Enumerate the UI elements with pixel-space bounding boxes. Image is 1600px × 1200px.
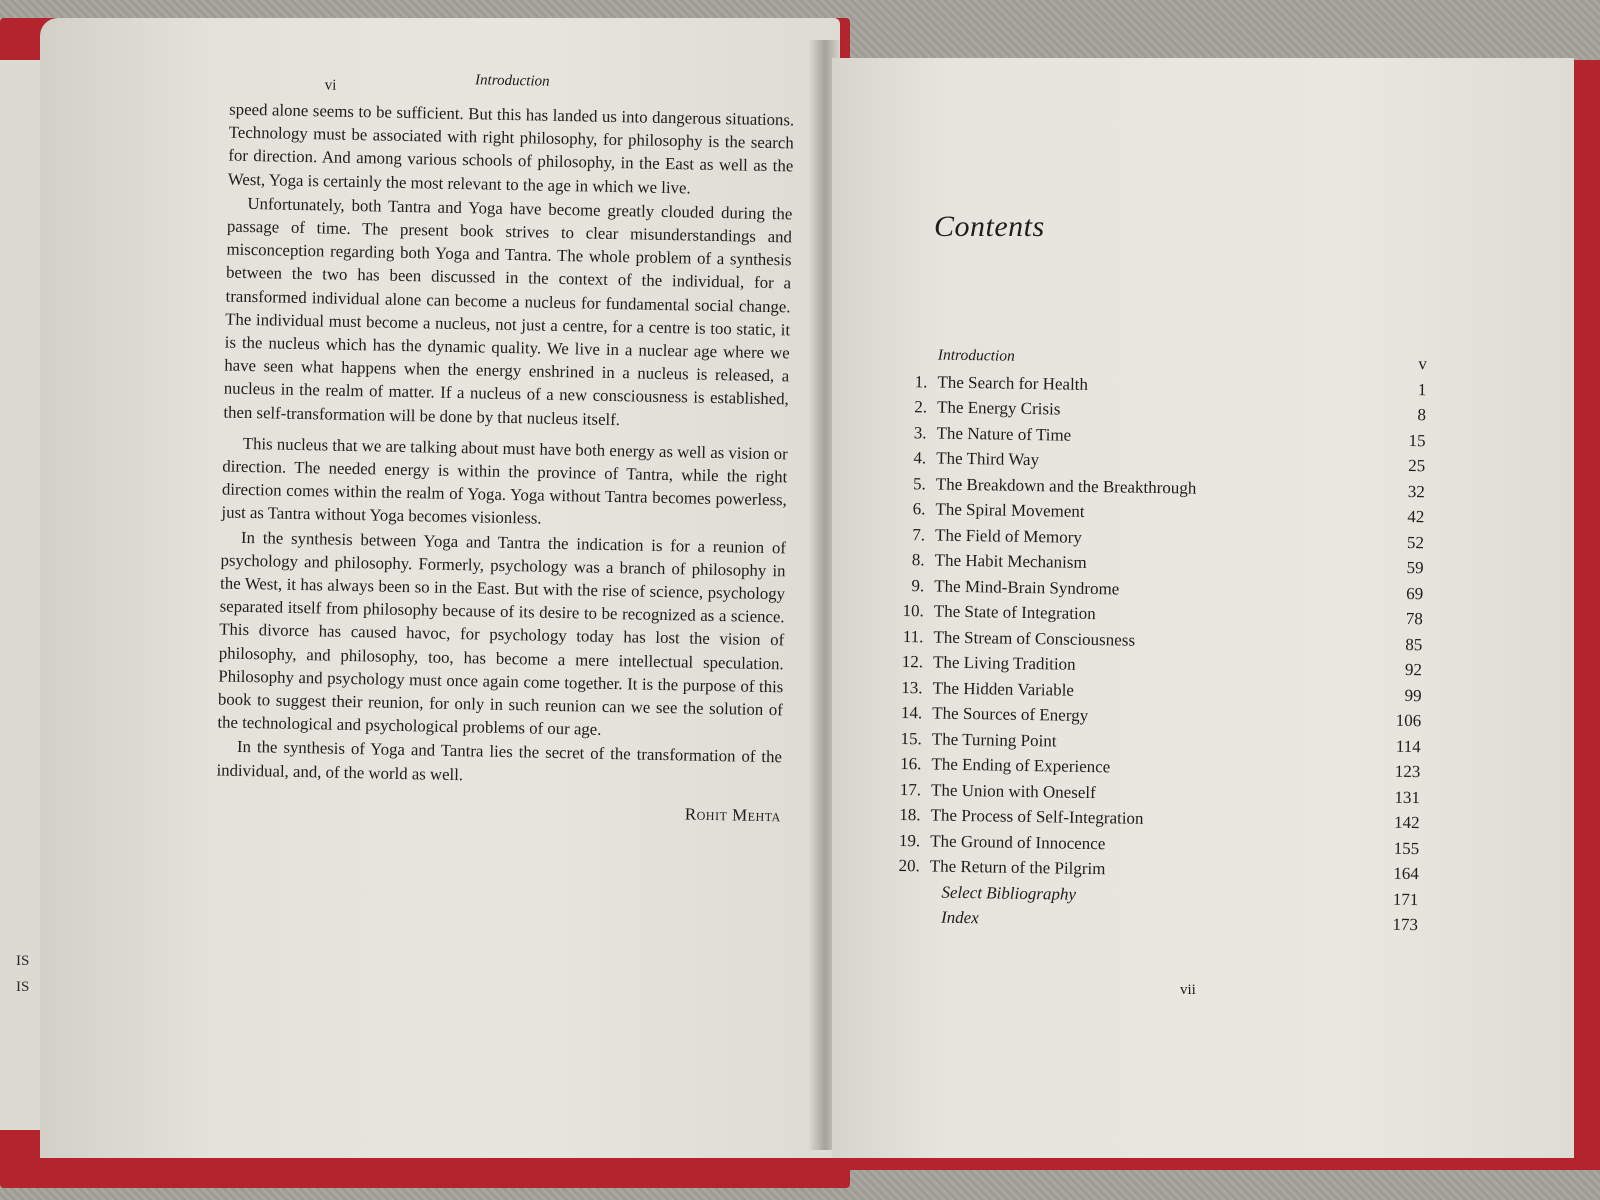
- toc-title: The Nature of Time: [936, 423, 1072, 445]
- toc-page: 8: [1417, 405, 1427, 425]
- toc-title: The Living Tradition: [932, 652, 1076, 674]
- toc-title: The Ground of Innocence: [930, 831, 1106, 853]
- toc-page: v: [1418, 354, 1427, 374]
- toc-page: 155: [1393, 838, 1420, 858]
- paragraph: In the synthesis between Yoga and Tantra the indication is for a reunion of psychology and philosophy. Formerly, psychology was a branch of philosophy in the West, it has always been so in the East. But with the rise of science, psychology separated itself from philosophy because of its desire to be recognized as a science. This divorce has caused havoc, for psychology today has lost the vision of philosophy, and philosophy, too, has become a mere intellectual speculation. Philosophy and psychology must once again come together. It is the purpose of this book to suggest their reunion, for only in such reunion can we see the solution of the technological and psychological problems of our age.: [217, 527, 787, 740]
- toc-page: 15: [1408, 430, 1426, 450]
- toc-page: 85: [1405, 634, 1423, 654]
- toc-title: The Spiral Movement: [935, 499, 1085, 521]
- toc-page: 32: [1407, 481, 1425, 501]
- toc-number: 18.: [899, 805, 921, 825]
- toc-number: 15.: [900, 728, 922, 748]
- toc-page: 173: [1392, 914, 1419, 935]
- paragraph: This nucleus that we are talking about must have both energy as well as vision or direction. The needed energy is within the province of Tantra, while the right direction comes within the realm of Yoga. Yoga without Tantra becomes powerless, just as Tantra without Yoga becomes visionless.: [221, 433, 788, 529]
- toc-title: The Return of the Pilgrim: [929, 856, 1106, 879]
- toc-number: 7.: [912, 524, 926, 544]
- toc-page: 1: [1417, 379, 1427, 399]
- toc-number: 12.: [901, 652, 924, 672]
- toc-page: 114: [1395, 736, 1421, 756]
- toc-page: 59: [1406, 557, 1424, 578]
- toc-number: 1.: [914, 371, 928, 391]
- left-page: [40, 18, 840, 1158]
- toc-page: 142: [1393, 812, 1420, 833]
- introduction-text-block: [216, 68, 795, 827]
- toc-title: The Process of Self-Integration: [930, 805, 1144, 828]
- toc-number: 11.: [902, 626, 924, 646]
- toc-number: 10.: [902, 601, 924, 621]
- right-page: [832, 58, 1574, 1158]
- table-of-contents: [893, 346, 1427, 941]
- toc-title: The Union with Oneself: [930, 780, 1096, 802]
- contents-heading: Contents: [934, 210, 1045, 243]
- toc-page: 131: [1394, 787, 1421, 807]
- toc-title: The Sources of Energy: [932, 703, 1089, 725]
- toc-page: 52: [1406, 532, 1425, 552]
- right-page-number: vii: [1180, 982, 1196, 998]
- left-page-number: vi: [324, 77, 337, 94]
- previous-page-line: IS: [16, 979, 30, 995]
- paragraph: In the synthesis of Yoga and Tantra lies the secret of the transformation of the individual, and, of the world as well.: [216, 737, 783, 784]
- paragraph: Unfortunately, both Tantra and Yoga have become greatly clouded during the passage of time. The present book strives to clear misunderstandings and misconception regarding both Yoga and Tantra. The whole problem of a synthesis between the two has been discussed in the context of the individual, for a transformed individual alone can become a nucleus for fundamental social change. The individual must become a nucleus, not just a centre, for a centre is too static, it is the nucleus which has the dynamic quality. We live in a nuclear age where we have seen what happens when the energy enshrined in a nucleus is released, a nucleus in the realm of matter. If a nucleus of a new consciousness is established, then self-transformation will be done by that nucleus itself.: [223, 193, 793, 429]
- toc-number: 5.: [912, 473, 926, 493]
- toc-title: The Turning Point: [931, 729, 1057, 750]
- toc-number: 19.: [898, 830, 921, 850]
- toc-page: 123: [1394, 761, 1421, 782]
- toc-page: 42: [1407, 506, 1425, 527]
- author-signature: Rohit Mehta: [684, 804, 781, 826]
- toc-page: 92: [1404, 659, 1423, 680]
- toc-title: The Stream of Consciousness: [933, 627, 1136, 650]
- toc-number: 4.: [913, 448, 927, 468]
- toc-page: 99: [1404, 685, 1422, 705]
- toc-title: The Breakdown and the Breakthrough: [935, 474, 1197, 498]
- toc-number: 3.: [913, 422, 927, 442]
- paragraph: speed alone seems to be sufficient. But this has landed us into dangerous situations. Technology must be associated with right philosophy, for philosophy is the search for direction. And among various schools of philosophy, in the East as well as the West, Yoga is certainly the most relevant to the age in which we live.: [227, 99, 795, 198]
- previous-page-line: IS: [16, 953, 30, 969]
- toc-number: 14.: [900, 703, 923, 723]
- toc-number: 13.: [901, 677, 923, 697]
- toc-page: 164: [1393, 863, 1419, 884]
- toc-number: 17.: [899, 779, 922, 799]
- toc-number: 6.: [912, 499, 926, 519]
- toc-title: The Mind-Brain Syndrome: [934, 576, 1120, 598]
- toc-number: 20.: [898, 856, 920, 876]
- toc-page: 69: [1406, 583, 1424, 603]
- toc-number: 9.: [911, 575, 925, 595]
- toc-title: The Ending of Experience: [931, 754, 1111, 777]
- toc-number: 16.: [900, 754, 922, 774]
- toc-number: 2.: [914, 397, 928, 417]
- toc-page: 171: [1392, 889, 1419, 909]
- running-head-title: Introduction: [474, 72, 550, 90]
- toc-title: The Third Way: [936, 448, 1040, 470]
- toc-title: The Field of Memory: [934, 525, 1083, 547]
- toc-page: 25: [1408, 455, 1426, 476]
- previous-page-bottom-lines: [16, 948, 29, 1000]
- toc-title: The Energy Crisis: [936, 397, 1061, 419]
- toc-title: The Search for Health: [937, 372, 1089, 394]
- toc-title: The State of Integration: [933, 601, 1096, 624]
- toc-title: The Hidden Variable: [932, 678, 1075, 700]
- toc-number: 8.: [911, 550, 925, 570]
- toc-title: Introduction: [937, 346, 1015, 365]
- toc-title: The Habit Mechanism: [934, 550, 1087, 572]
- toc-page: 106: [1395, 710, 1422, 731]
- toc-title: Index: [940, 907, 979, 928]
- toc-page: 78: [1405, 608, 1423, 629]
- toc-title: Select Bibliography: [941, 882, 1077, 904]
